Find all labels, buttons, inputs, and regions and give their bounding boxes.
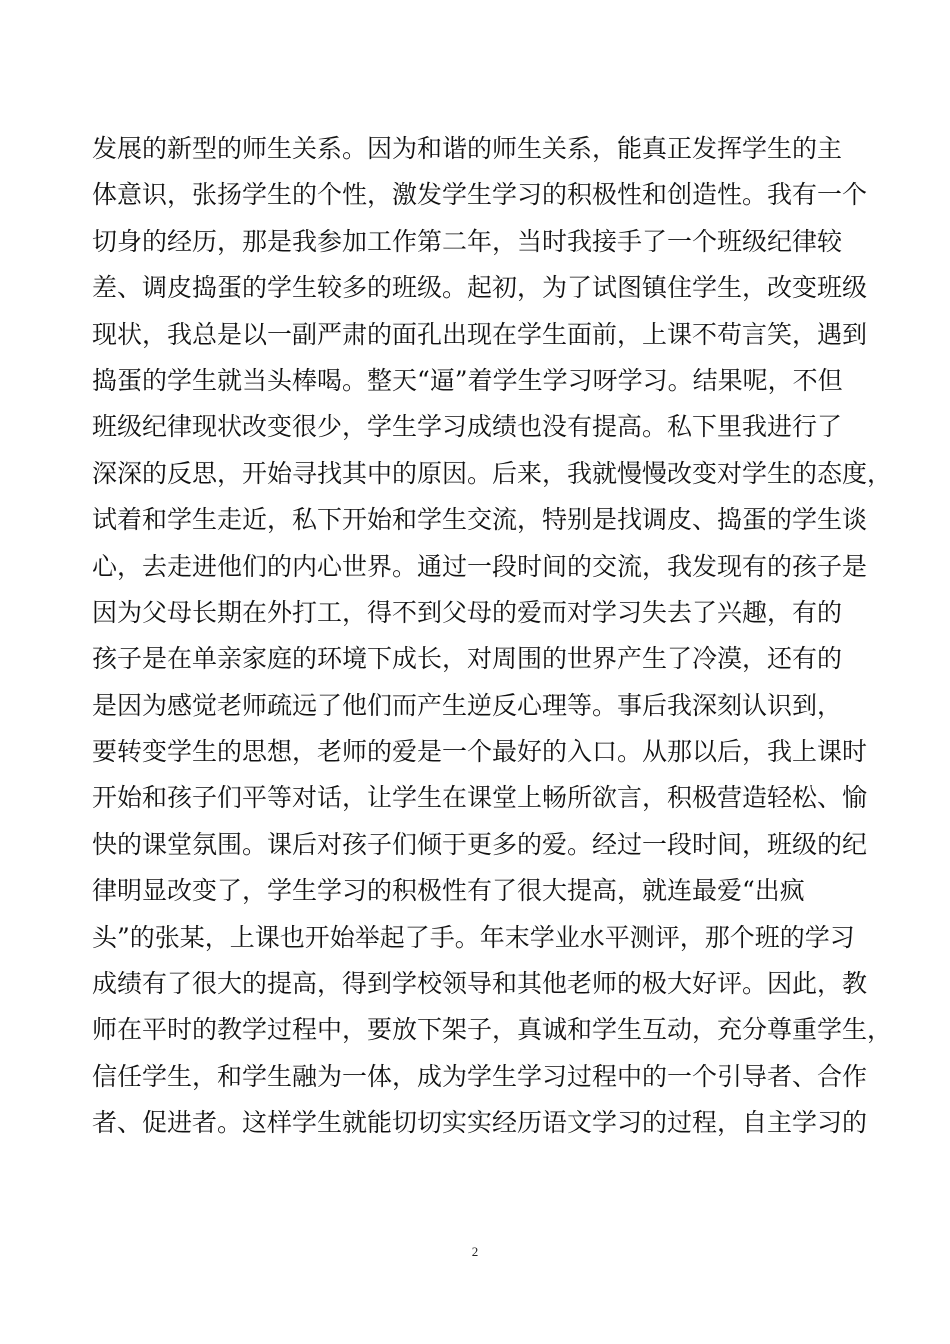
text-line: 是因为感觉老师疏远了他们而产生逆反心理等。事后我深刻认识到， <box>92 690 843 720</box>
text-line: 现状，我总是以一副严肃的面孔出现在学生面前，上课不苟言笑，遇到 <box>92 319 868 349</box>
text-line: 差、调皮捣蛋的学生较多的班级。起初，为了试图镇住学生，改变班级 <box>92 273 868 303</box>
text-line: 者、促进者。这样学生就能切切实实经历语文学习的过程，自主学习的 <box>92 1108 868 1138</box>
text-line: 师在平时的教学过程中，要放下架子，真诚和学生互动，充分尊重学生， <box>92 1015 893 1045</box>
text-line: 律明显改变了，学生学习的积极性有了很大提高，就连最爱“出疯 <box>92 876 805 906</box>
text-line: 捣蛋的学生就当头棒喝。整天“逼”着学生学习呀学习。结果呢，不但 <box>92 365 843 395</box>
text-line: 班级纪律现状改变很少，学生学习成绩也没有提高。私下里我进行了 <box>92 412 843 442</box>
text-line: 试着和学生走近，私下开始和学生交流，特别是找调皮、捣蛋的学生谈 <box>92 505 868 535</box>
text-line: 因为父母长期在外打工，得不到父母的爱而对学习失去了兴趣，有的 <box>92 597 843 627</box>
text-line: 信任学生，和学生融为一体，成为学生学习过程中的一个引导者、合作 <box>92 1061 868 1091</box>
text-line: 深深的反思，开始寻找其中的原因。后来，我就慢慢改变对学生的态度， <box>92 458 893 488</box>
page-number: 2 <box>471 1244 479 1259</box>
text-line: 要转变学生的思想，老师的爱是一个最好的入口。从那以后，我上课时 <box>92 737 868 767</box>
text-line: 心，去走进他们的内心世界。通过一段时间的交流，我发现有的孩子是 <box>92 551 868 581</box>
text-line: 快的课堂氛围。课后对孩子们倾于更多的爱。经过一段时间，班级的纪 <box>92 829 868 859</box>
body-text <box>92 126 893 1147</box>
text-line: 开始和孩子们平等对话，让学生在课堂上畅所欲言，积极营造轻松、愉 <box>92 783 868 813</box>
text-line: 体意识，张扬学生的个性，激发学生学习的积极性和创造性。我有一个 <box>92 180 868 210</box>
text-line: 切身的经历，那是我参加工作第二年，当时我接手了一个班级纪律较 <box>92 226 843 256</box>
text-line: 成绩有了很大的提高，得到学校领导和其他老师的极大好评。因此，教 <box>92 969 868 999</box>
text-line: 发展的新型的师生关系。因为和谐的师生关系，能真正发挥学生的主 <box>92 134 843 163</box>
text-line: 孩子是在单亲家庭的环境下成长，对周围的世界产生了冷漠，还有的 <box>92 644 843 674</box>
text-line: 头”的张某，上课也开始举起了手。年末学业水平测评，那个班的学习 <box>92 922 855 952</box>
